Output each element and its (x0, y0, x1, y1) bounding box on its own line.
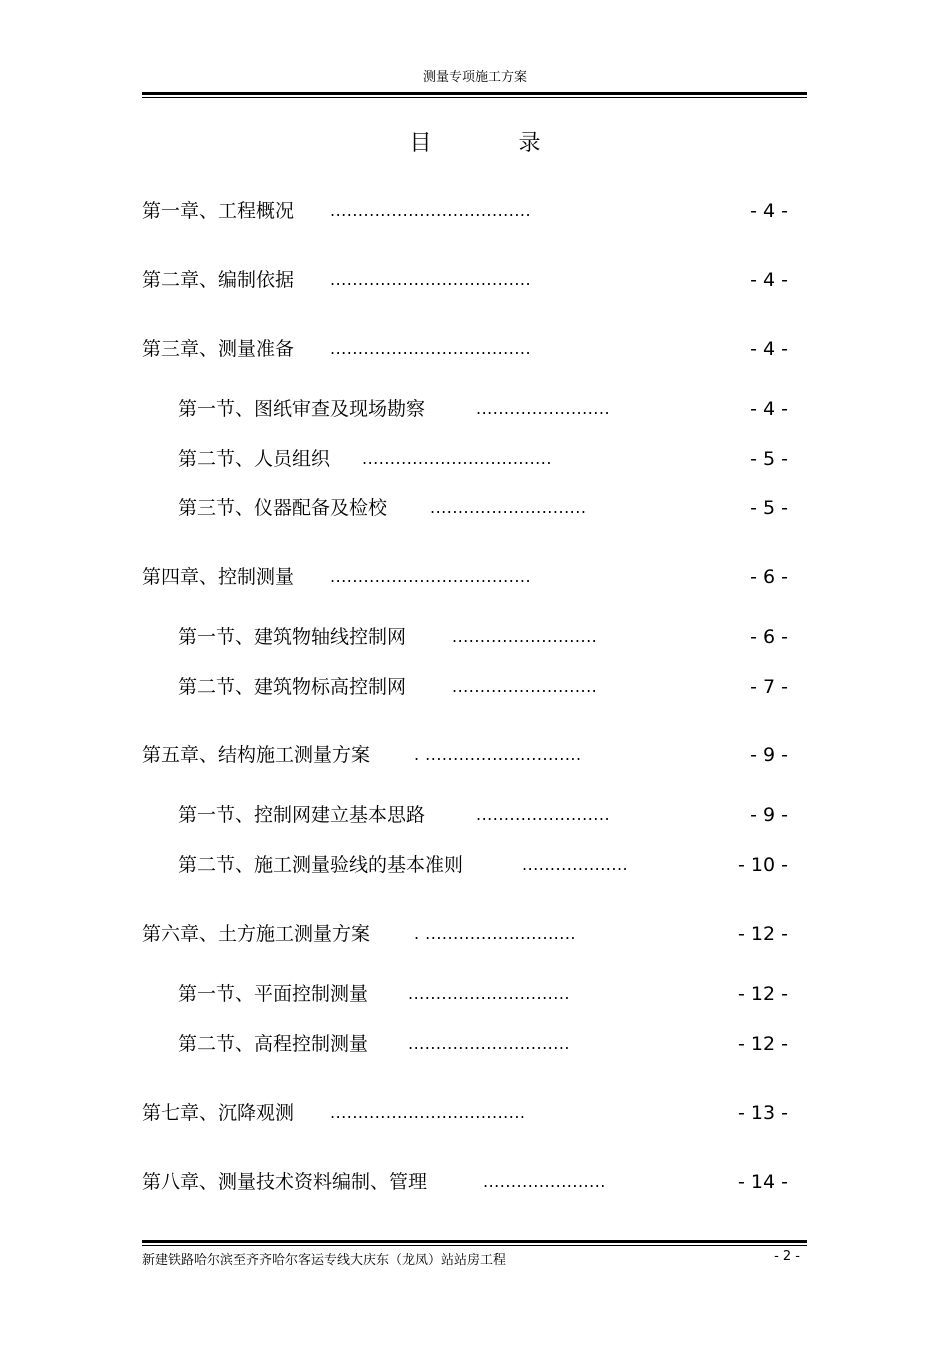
toc-entry-label: 第二节、建筑物标高控制网 (178, 676, 407, 698)
toc-entry-page: - 12 - (738, 1033, 788, 1055)
toc-entry-leader: . ............................ (414, 745, 582, 764)
header-title: 测量专项施工方案 (422, 70, 527, 85)
toc-entry-label: 第一节、图纸审查及现场勘察 (178, 398, 426, 420)
toc-entry-label: 第一节、平面控制测量 (178, 983, 369, 1005)
toc-entry-page: - 14 - (738, 1171, 788, 1193)
header-rule (142, 92, 807, 95)
toc-entry-page: - 7 - (750, 676, 788, 698)
toc-entry-leader: .................................... (330, 270, 532, 289)
footer-rule (142, 1240, 807, 1243)
toc-entry[interactable] (178, 674, 788, 700)
toc-entry[interactable] (142, 267, 788, 293)
toc-entry-label: 第二章、编制依据 (142, 269, 295, 291)
toc-entry-label: 第四章、控制测量 (142, 566, 295, 588)
toc-entry-label: 第二节、人员组织 (178, 448, 331, 470)
toc-entry[interactable] (142, 1169, 788, 1195)
toc-entry-label: 第二节、施工测量验线的基本准则 (178, 854, 464, 876)
toc-entry-page: - 6 - (750, 566, 788, 588)
toc-entry[interactable] (142, 198, 788, 224)
toc-entry-leader: ........................ (476, 399, 611, 418)
toc-entry[interactable] (178, 446, 788, 472)
toc-entry-leader: .................................. (362, 449, 552, 468)
toc-entry-leader: ............................. (408, 1034, 570, 1053)
toc-entry-page: - 12 - (738, 983, 788, 1005)
toc-entry-page: - 4 - (750, 338, 788, 360)
toc-entry-label: 第五章、结构施工测量方案 (142, 744, 371, 766)
toc-entry[interactable] (178, 852, 788, 878)
toc-entry[interactable] (178, 624, 788, 650)
toc-entry-page: - 4 - (750, 398, 788, 420)
toc-entry-label: 第一节、建筑物轴线控制网 (178, 626, 407, 648)
toc-entry-page: - 5 - (750, 497, 788, 519)
toc-entry[interactable] (178, 981, 788, 1007)
toc-entry-leader: ................................... (330, 1103, 526, 1122)
toc-entry-leader: .......................... (452, 677, 598, 696)
toc-entry[interactable] (142, 921, 788, 947)
toc-entry-leader: . ........................... (414, 924, 576, 943)
toc-entry-page: - 6 - (750, 626, 788, 648)
toc-entry[interactable] (178, 495, 788, 521)
toc-title: 目 录 (409, 131, 581, 156)
toc-entry[interactable] (142, 742, 788, 768)
footer-project-name: 新建铁路哈尔滨至齐齐哈尔客运专线大庆东（龙凤）站站房工程 (142, 1253, 507, 1268)
toc-entry-label: 第七章、沉降观测 (142, 1102, 295, 1124)
toc-entry-leader: ............................. (408, 984, 570, 1003)
toc-entry[interactable] (178, 802, 788, 828)
toc-entry-page: - 9 - (750, 804, 788, 826)
toc-entry-label: 第三节、仪器配备及检校 (178, 497, 388, 519)
toc-entry-page: - 5 - (750, 448, 788, 470)
toc-entry-leader: ...................... (483, 1172, 606, 1191)
toc-entry-leader: .................................... (330, 567, 532, 586)
toc-entry[interactable] (142, 336, 788, 362)
toc-entry[interactable] (142, 564, 788, 590)
toc-entry-leader: ............................ (430, 498, 587, 517)
toc-entry-leader: ................... (522, 855, 629, 874)
toc-entry-leader: .......................... (452, 627, 598, 646)
toc-entry[interactable] (142, 1100, 788, 1126)
toc-entry-page: - 4 - (750, 200, 788, 222)
toc-entry-page: - 9 - (750, 744, 788, 766)
toc-entry-label: 第三章、测量准备 (142, 338, 295, 360)
header-rule-thin (142, 97, 807, 98)
toc-entry-label: 第一章、工程概况 (142, 200, 295, 222)
toc-entry-page: - 4 - (750, 269, 788, 291)
toc-entry-page: - 13 - (738, 1102, 788, 1124)
footer-page-number: - 2 - (774, 1249, 800, 1264)
footer-rule-thin (142, 1245, 807, 1246)
toc-entry[interactable] (178, 396, 788, 422)
toc-entry-label: 第一节、控制网建立基本思路 (178, 804, 426, 826)
toc-entry-label: 第八章、测量技术资料编制、管理 (142, 1171, 428, 1193)
toc-entry-leader: .................................... (330, 339, 532, 358)
toc-entry-label: 第二节、高程控制测量 (178, 1033, 369, 1055)
toc-entry[interactable] (178, 1031, 788, 1057)
toc-entry-leader: ........................ (476, 805, 611, 824)
toc-entry-page: - 10 - (738, 854, 788, 876)
toc-entry-leader: .................................... (330, 201, 532, 220)
toc-entry-page: - 12 - (738, 923, 788, 945)
toc-entry-label: 第六章、土方施工测量方案 (142, 923, 371, 945)
